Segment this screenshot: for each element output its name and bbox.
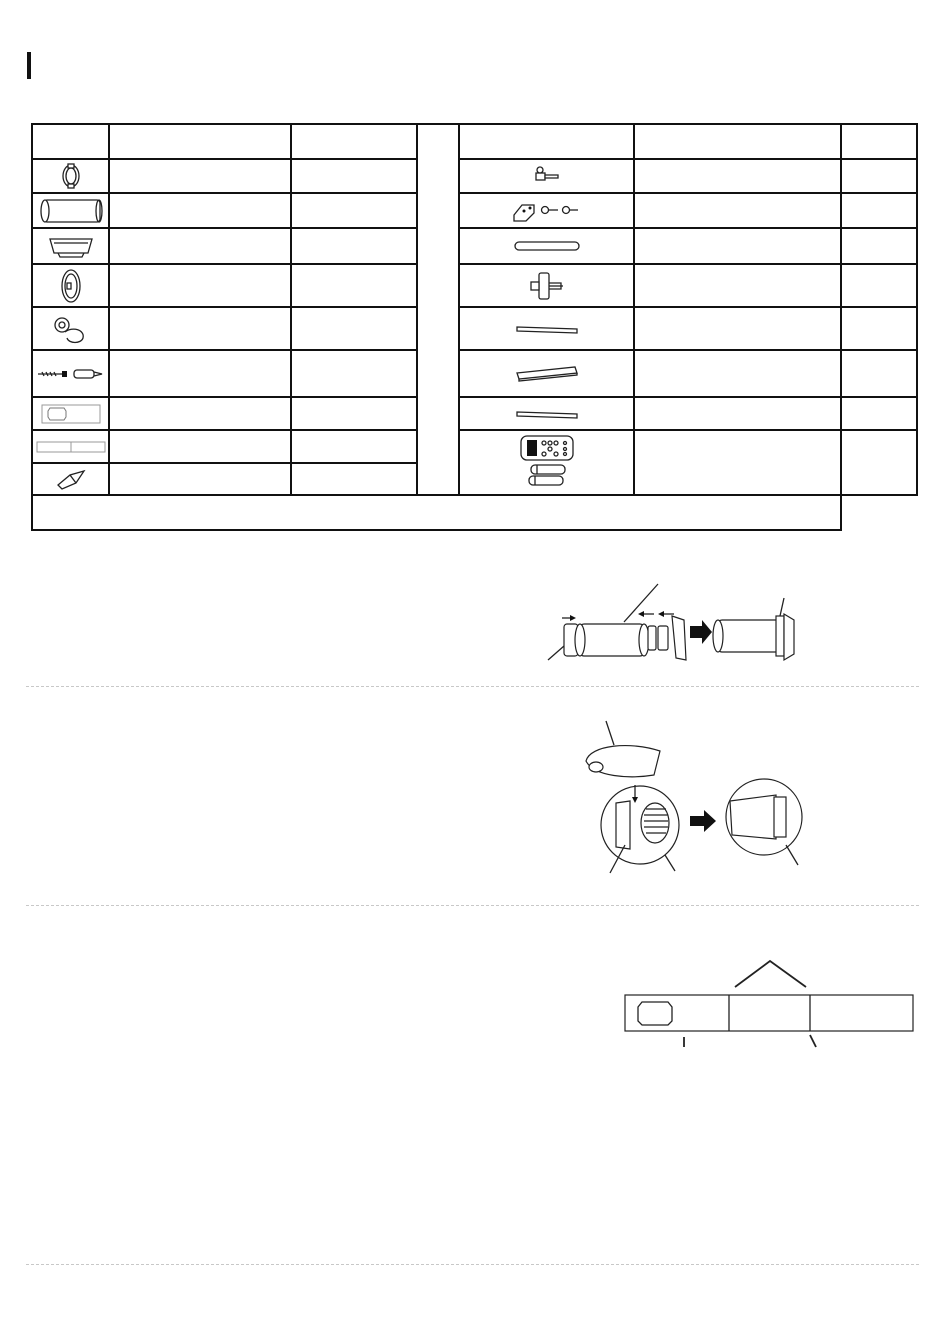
remote-control-and-batteries-icon: [517, 434, 577, 492]
table-row: [32, 193, 917, 228]
table-divider: [417, 124, 459, 495]
table-row: [32, 397, 917, 430]
section-divider: [26, 686, 919, 687]
window-adapter-round-icon: [56, 163, 86, 189]
table-row: [32, 307, 917, 350]
table-row: [32, 350, 917, 397]
header-right-qty: [841, 124, 917, 159]
window-slider-adapter-icon: [46, 233, 96, 259]
table-footer-row: [32, 495, 917, 530]
window-panel-figure: [620, 955, 920, 1050]
window-panel-plain-icon: [35, 439, 107, 455]
parts-table: [31, 123, 918, 531]
foam-seal-strip-icon: [515, 323, 579, 335]
section-divider: [26, 1264, 919, 1265]
table-footer-note: [32, 495, 417, 530]
drain-connector-icon: [525, 270, 569, 302]
table-row: [32, 159, 917, 193]
header-left-name: [109, 124, 291, 159]
header-right-image: [459, 124, 634, 159]
hose-assembly-figure: [540, 580, 810, 666]
hose-to-unit-figure: [580, 715, 820, 885]
header-left-qty: [291, 124, 417, 159]
section-divider: [26, 905, 919, 906]
header-right-name: [634, 124, 841, 159]
window-panel-with-opening-icon: [40, 402, 102, 426]
hose-adapter-ring-icon: [56, 267, 86, 305]
header-left-image: [32, 124, 109, 159]
rod-icon: [512, 239, 582, 253]
section-title-bar: [27, 52, 31, 79]
drain-hose-clip-icon: [51, 312, 91, 346]
table-header-row: [32, 124, 917, 159]
security-bracket-icon: [54, 467, 88, 491]
foam-seal-long-icon: [515, 408, 579, 420]
table-row: [32, 430, 917, 463]
bolt-icon: [532, 165, 562, 187]
screw-and-anchor-icon: [36, 366, 106, 382]
bracket-and-screws-icon: [512, 199, 582, 223]
foam-seal-thick-icon: [515, 365, 579, 383]
table-row: [32, 264, 917, 307]
table-row: [32, 228, 917, 264]
exhaust-hose-icon: [38, 197, 104, 225]
